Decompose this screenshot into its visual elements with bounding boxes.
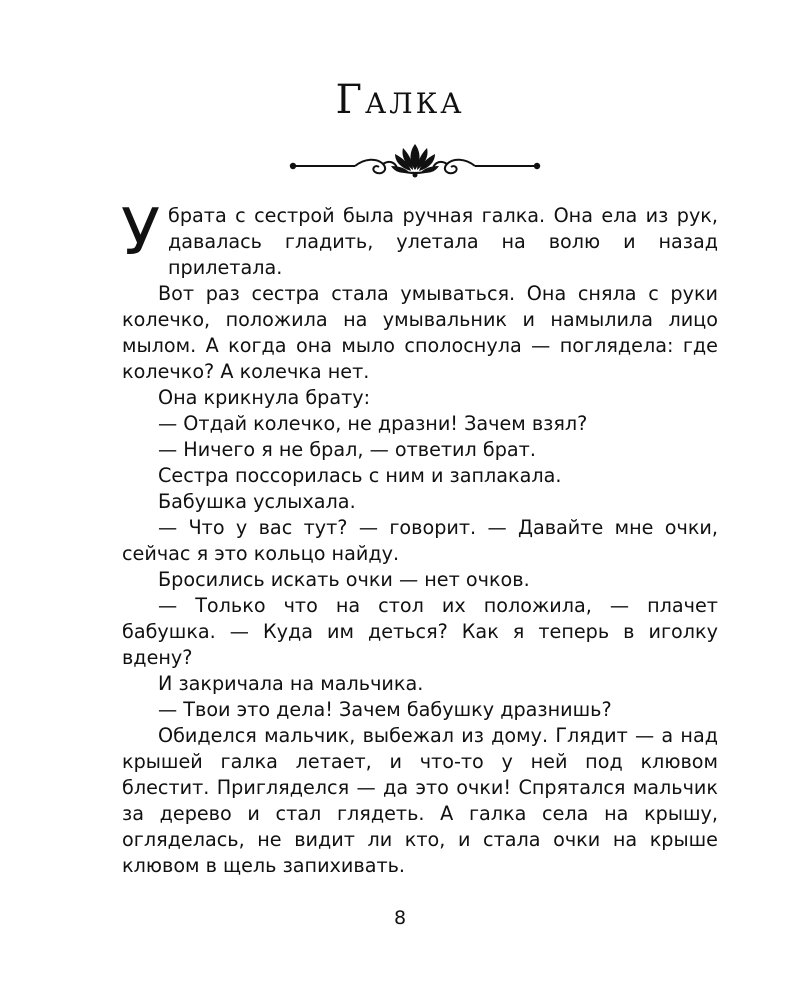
paragraph (121, 196, 718, 281)
paragraph: Она крикнула брату: (158, 386, 371, 409)
chapter-title: Галка (335, 77, 465, 123)
flourish-divider-icon (285, 140, 545, 184)
paragraph: — Ничего я не брал, — ответил брат. (158, 438, 536, 461)
paragraph: — Отдай колечко, не дразни! Зачем взял? (158, 412, 588, 435)
page-number: 8 (393, 907, 407, 929)
paragraph: Сестра поссорилась с ним и заплакала. (158, 464, 562, 487)
paragraph: Обиделся мальчик, выбежал из дому. Глядит — а над крышей галка летает, и что-то у ней под клювом блестит. Пригляделся — да это очки! Спрятался мальчик за дерево и стал глядеть. А галка села на крышу, огляделась, не видит ли кто, и стала очки на крыше клювом в щель запихивать. (122, 724, 718, 877)
paragraph: И закричала на мальчика. (158, 672, 424, 695)
paragraph: — Только что на стол их положила, — плачет бабушка. — Куда им деться? Как я теперь в иголку вдену? (122, 594, 718, 669)
paragraph: — Что у вас тут? — говорит. — Давайте мне очки, сейчас я это кольцо найду. (122, 516, 718, 565)
paragraph: Бросились искать очки — нет очков. (158, 568, 530, 591)
drop-cap: У (121, 196, 160, 270)
paragraph: Вот раз сестра стала умываться. Она сняла с руки колечко, положила на умывальник и намылила лицо мылом. А когда она мыло сполоснула — поглядела: где колечко? А колечка нет. (122, 282, 718, 383)
paragraph: — Твои это дела! Зачем бабушку дразнишь? (158, 698, 612, 721)
paragraph: Бабушка услыхала. (158, 490, 356, 513)
story-text (121, 196, 718, 879)
paragraph-text: брата с сестрой была ручная галка. Она ела из рук, давалась гладить, улетала на волю и назад прилетала. (168, 204, 718, 279)
